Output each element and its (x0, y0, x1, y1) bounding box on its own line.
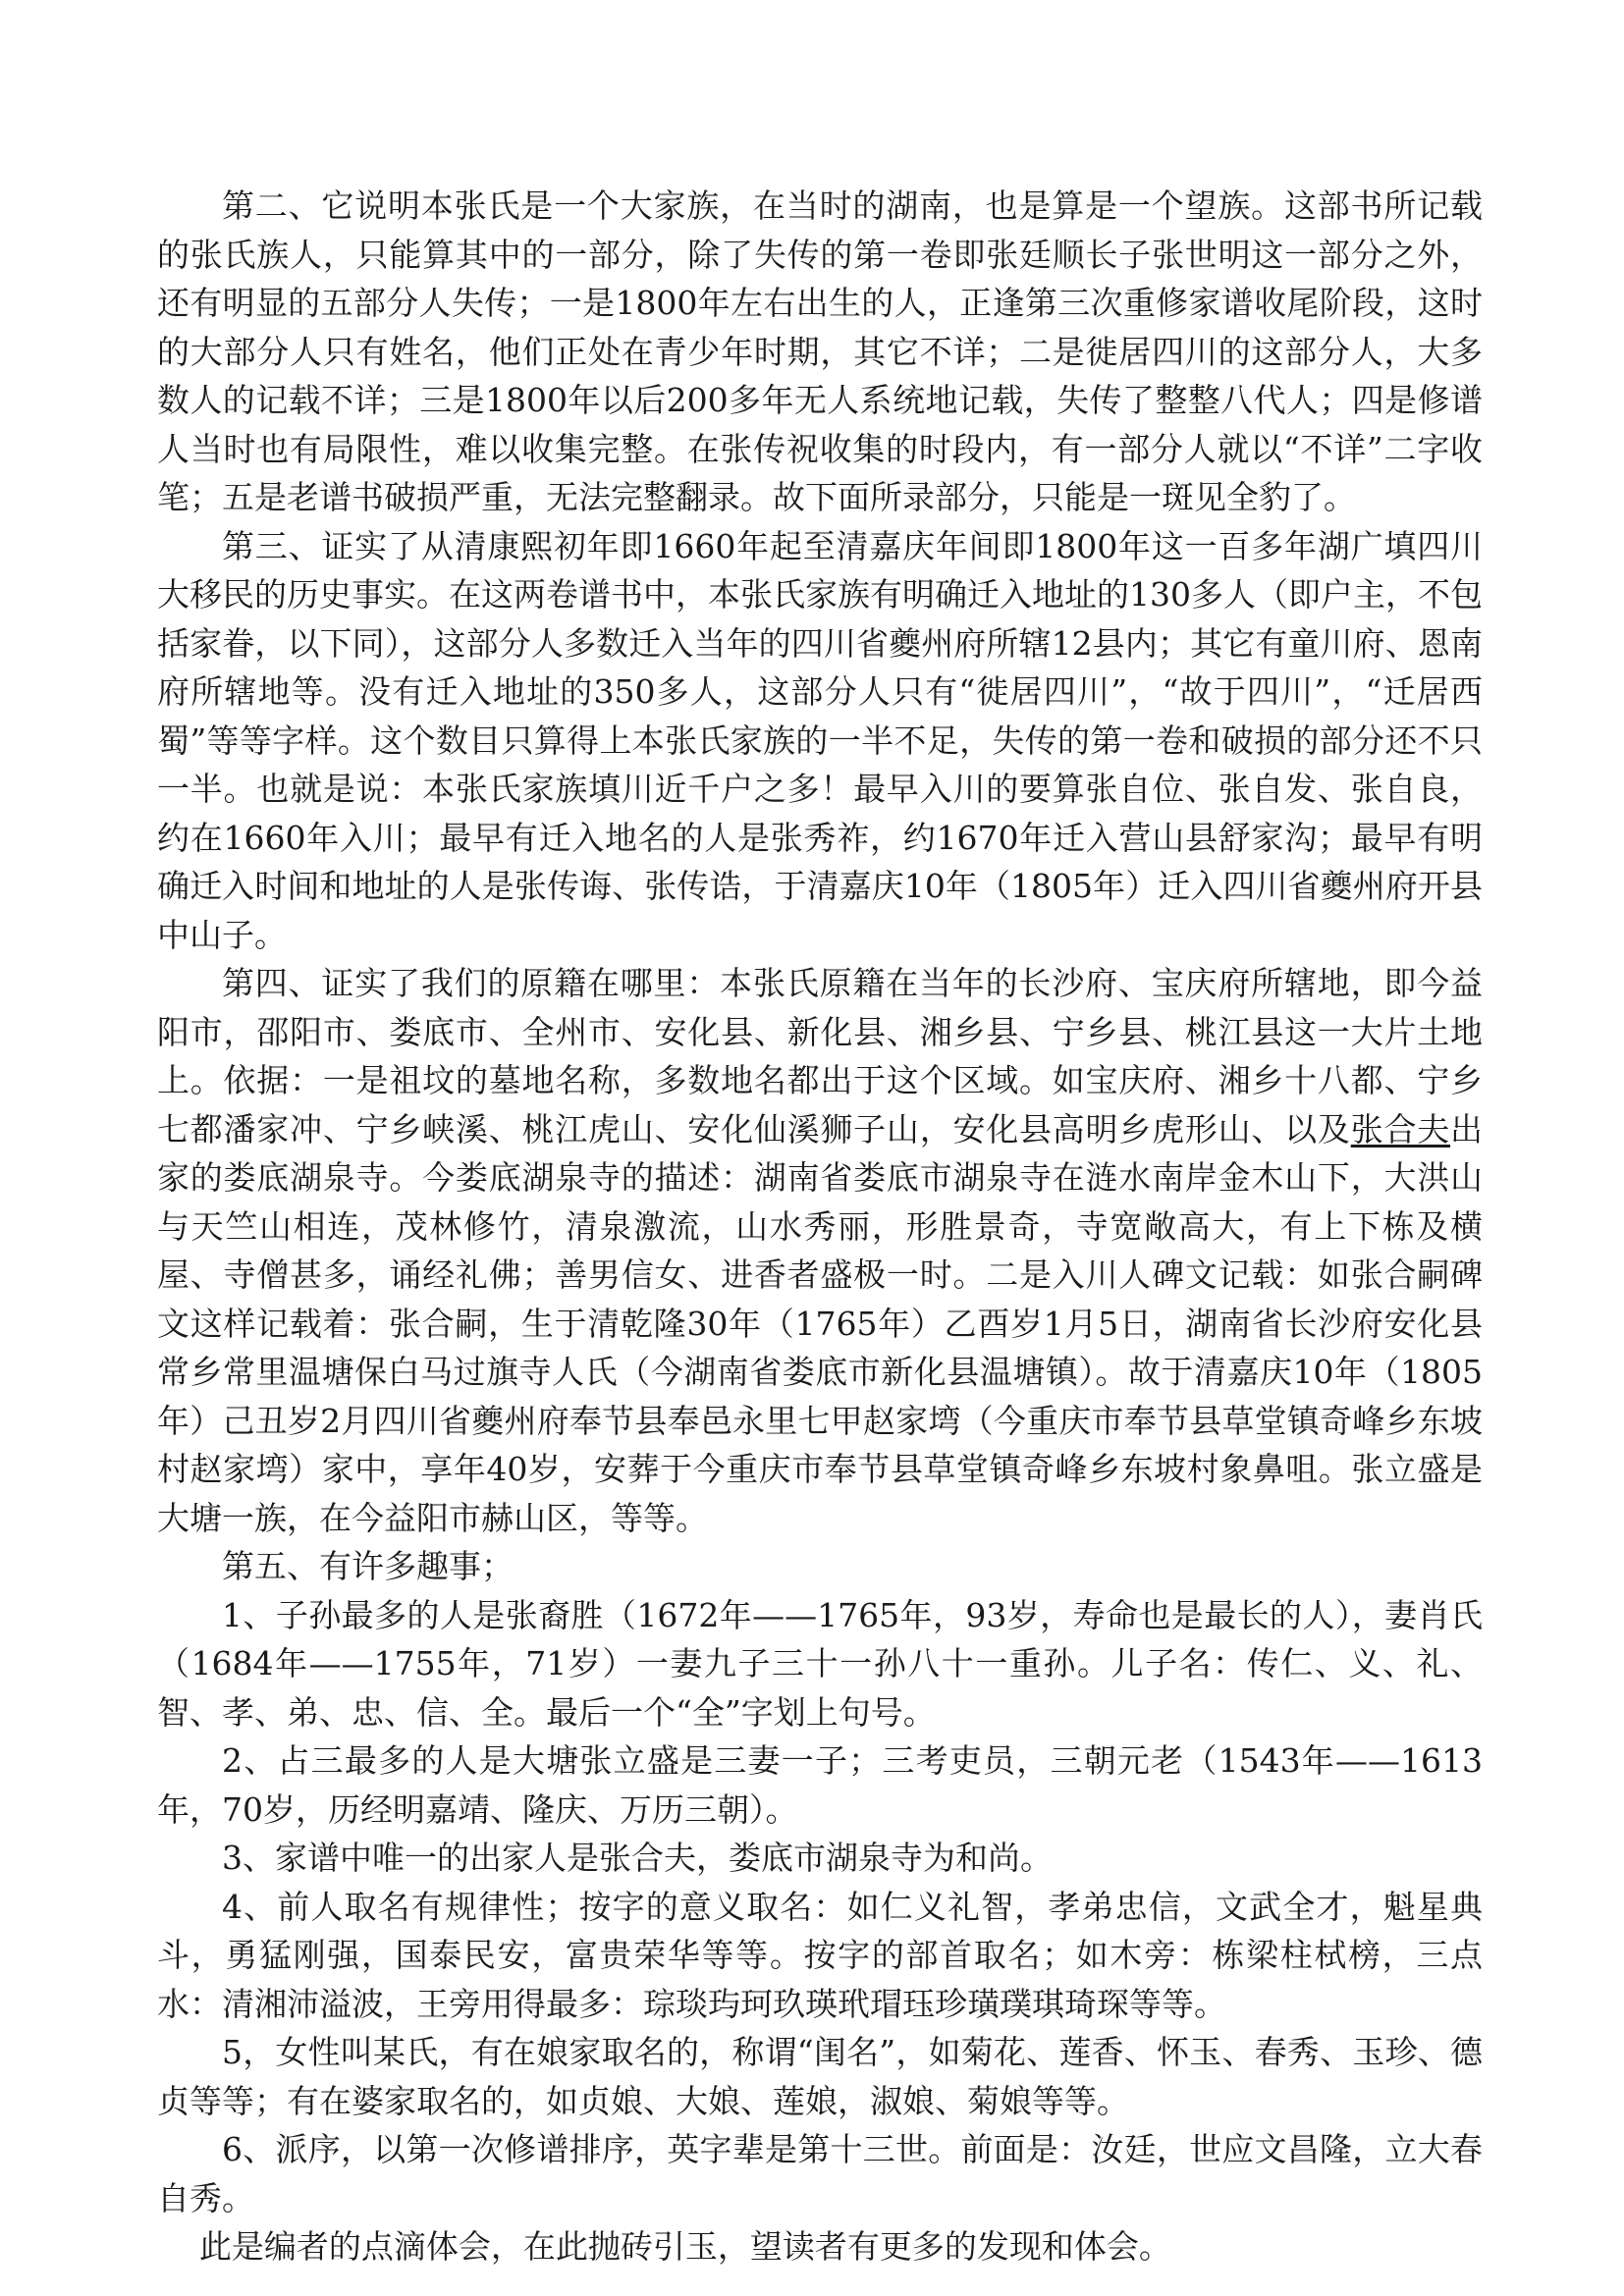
list-item-4: 4、前人取名有规律性；按字的意义取名：如仁义礼智，孝弟忠信，文武全才，魁星典斗，勇猛刚强，国泰民安，富贵荣华等等。按字的部首取名；如木旁：栋梁柱栻榜，三点水：清湘沛溢波，王旁用得最多：琮琰玙珂玖瑛玳瑁珏珍璜璞琪琦琛等等。 (157, 1887, 1483, 2023)
list-item-1: 1、子孙最多的人是张裔胜（1672年——1765年，93岁，寿命也是最长的人），妻肖氏（1684年——1755年，71岁）一妻九子三十一孙八十一重孙。儿子名：传仁、义、礼、智、孝、弟、忠、信、全。最后一个“全”字划上句号。 (157, 1595, 1483, 1732)
document-body (157, 182, 1483, 2271)
closing-paragraph: 此是编者的点滴体会，在此抛砖引玉，望读者有更多的发现和体会。 (198, 2227, 1171, 2266)
paragraph-fourth-part2: 出家的娄底湖泉寺。今娄底湖泉寺的描述：湖南省娄底市湖泉寺在涟水南岸金木山下，大洪山与天竺山相连，茂林修竹，清泉激流，山水秀丽，形胜景奇，寺宽敞高大，有上下栋及横屋、寺僧甚多，诵经礼佛；善男信女、进香者盛极一时。二是入川人碑文记载：如张合嗣碑文这样记载着：张合嗣，生于清乾隆30年（1765年）乙酉岁1月5日，湖南省长沙府安化县常乡常里温塘保白马过旗寺人氏（今湖南省娄底市新化县温塘镇）。故于清嘉庆10年（1805年）己丑岁2月四川省夔州府奉节县奉邑永里七甲赵家塆（今重庆市奉节县草堂镇奇峰乡东坡村赵家塆）家中，享年40岁，安葬于今重庆市奉节县草堂镇奇峰乡东坡村象鼻咀。张立盛是大塘一族，在今益阳市赫山区，等等。 (157, 1109, 1484, 1537)
paragraph-second: 第二、它说明本张氏是一个大家族，在当时的湖南，也是算是一个望族。这部书所记载的张氏族人，只能算其中的一部分，除了失传的第一卷即张廷顺长子张世明这一部分之外，还有明显的五部分人失传；一是1800年左右出生的人，正逢第三次重修家谱收尾阶段，这时的大部分人只有姓名，他们正处在青少年时期，其它不详；二是徙居四川的这部分人，大多数人的记载不详；三是1800年以后200多年无人系统地记载，失传了整整八代人；四是修谱人当时也有局限性，难以收集完整。在张传祝收集的时段内，有一部分人就以“不详”二字收笔；五是老谱书破损严重，无法完整翻录。故下面所录部分，只能是一斑见全豹了。 (157, 187, 1483, 516)
list-item-2: 2、占三最多的人是大塘张立盛是三妻一子；三考吏员，三朝元老（1543年——1613年，70岁，历经明嘉靖、隆庆、万历三朝）。 (157, 1741, 1483, 1829)
list-item-5: 5，女性叫某氏，有在娘家取名的，称谓“闺名”，如菊花、莲香、怀玉、春秀、玉珍、德贞等等；有在婆家取名的，如贞娘、大娘、莲娘，淑娘、菊娘等等。 (157, 2033, 1483, 2120)
list-item-3: 3、家谱中唯一的出家人是张合夫，娄底市湖泉寺为和尚。 (222, 1839, 1053, 1877)
list-item-6: 6、派序，以第一次修谱排序，英字辈是第十三世。前面是：汝廷，世应文昌隆，立大春自秀。 (157, 2130, 1483, 2217)
paragraph-third: 第三、证实了从清康熙初年即1660年起至清嘉庆年间即1800年这一百多年湖广填四川大移民的历史事实。在这两卷谱书中，本张氏家族有明确迁入地址的130多人（即户主，不包括家眷，以下同），这部分人多数迁入当年的四川省夔州府所辖12县内；其它有童川府、恩南府所辖地等。没有迁入地址的350多人，这部分人只有“徙居四川”，“故于四川”，“迁居西蜀”等等字样。这个数目只算得上本张氏家族的一半不足，失传的第一卷和破损的部分还不只一半。也就是说：本张氏家族填川近千户之多！最早入川的要算张自位、张自发、张自良，约在1660年入川；最早有迁入地名的人是张秀祚，约1670年迁入营山县舒家沟；最早有明确迁入时间和地址的人是张传诲、张传诰，于清嘉庆10年（1805年）迁入四川省夔州府开县中山子。 (157, 526, 1483, 954)
paragraph-fourth-part1: 第四、证实了我们的原籍在哪里：本张氏原籍在当年的长沙府、宝庆府所辖地，即今益阳市，邵阳市、娄底市、全州市、安化县、新化县、湘乡县、宁乡县、桃江县这一大片土地上。依据：一是祖坟的墓地名称，多数地名都出于这个区域。如宝庆府、湘乡十八都、宁乡七都潘家冲、宁乡峡溪、桃江虎山、安化仙溪狮子山，安化县高明乡虎形山、以及 (157, 964, 1483, 1148)
paragraph-fourth (157, 959, 1483, 1542)
paragraph-fifth-heading: 第五、有许多趣事； (222, 1547, 514, 1585)
underlined-name: 张合夫 (1350, 1109, 1451, 1148)
